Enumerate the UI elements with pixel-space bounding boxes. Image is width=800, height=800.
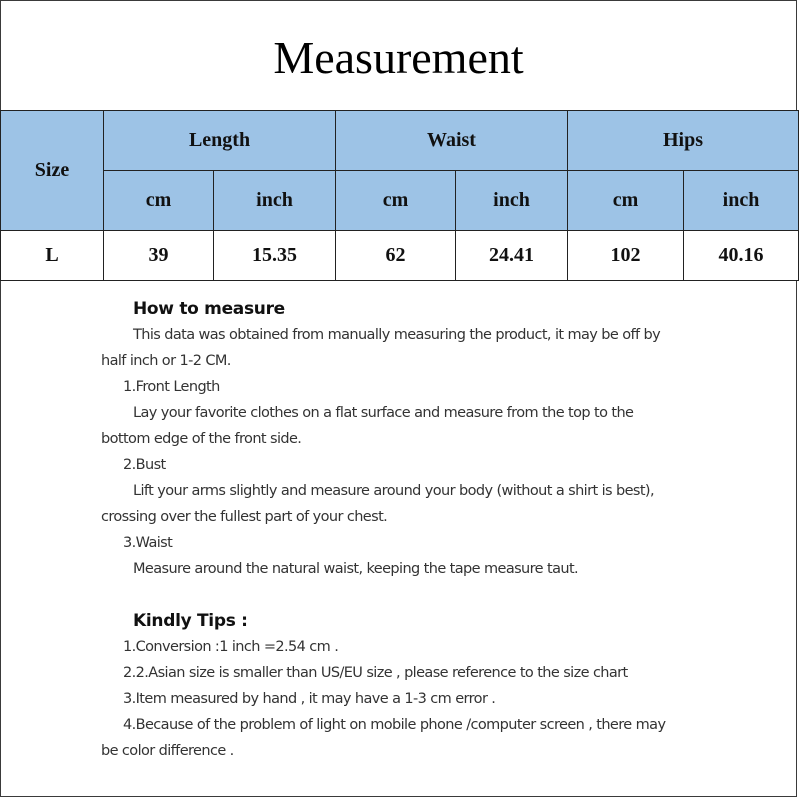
how-to-measure-heading: How to measure bbox=[133, 299, 285, 319]
tip-2: 2.2.Asian size is smaller than US/EU size , please reference to the size chart bbox=[123, 665, 628, 681]
kindly-tips-heading: Kindly Tips : bbox=[133, 611, 248, 631]
length-inch-cell: 15.35 bbox=[214, 231, 336, 281]
hips-inch-header: inch bbox=[684, 171, 799, 231]
size-cell: L bbox=[1, 231, 104, 281]
measurement-notes bbox=[101, 296, 721, 764]
page-title: Measurement bbox=[273, 31, 524, 83]
size-table bbox=[0, 110, 799, 281]
waist-text-line1: Measure around the natural waist, keeping the tape measure taut. bbox=[133, 561, 579, 577]
table-header-row-units bbox=[1, 171, 799, 231]
waist-inch-header: inch bbox=[456, 171, 568, 231]
front-length-text-line2: bottom edge of the front side. bbox=[101, 431, 302, 447]
hips-cm-header: cm bbox=[568, 171, 684, 231]
table-row bbox=[1, 231, 799, 281]
length-header: Length bbox=[104, 111, 336, 171]
waist-inch-cell: 24.41 bbox=[456, 231, 568, 281]
bust-text-line1: Lift your arms slightly and measure around your body (without a shirt is best), bbox=[133, 483, 654, 499]
tip-4: 4.Because of the problem of light on mobile phone /computer screen , there may bbox=[123, 717, 666, 733]
length-cm-header: cm bbox=[104, 171, 214, 231]
waist-title: 3.Waist bbox=[123, 535, 173, 551]
length-inch-header: inch bbox=[214, 171, 336, 231]
waist-cm-header: cm bbox=[336, 171, 456, 231]
intro-text-line2: half inch or 1-2 CM. bbox=[101, 353, 231, 369]
tip-4-wrap: be color difference . bbox=[101, 743, 234, 759]
hips-header: Hips bbox=[568, 111, 799, 171]
table-header-row-groups bbox=[1, 111, 799, 171]
bust-title: 2.Bust bbox=[123, 457, 166, 473]
size-header: Size bbox=[1, 111, 104, 231]
waist-header: Waist bbox=[336, 111, 568, 171]
tip-1: 1.Conversion :1 inch =2.54 cm . bbox=[123, 639, 339, 655]
front-length-text-line1: Lay your favorite clothes on a flat surface and measure from the top to the bbox=[133, 405, 634, 421]
front-length-title: 1.Front Length bbox=[123, 379, 220, 395]
intro-text-line1: This data was obtained from manually measuring the product, it may be off by bbox=[133, 327, 661, 343]
hips-inch-cell: 40.16 bbox=[684, 231, 799, 281]
waist-cm-cell: 62 bbox=[336, 231, 456, 281]
bust-text-line2: crossing over the fullest part of your chest. bbox=[101, 509, 388, 525]
hips-cm-cell: 102 bbox=[568, 231, 684, 281]
length-cm-cell: 39 bbox=[104, 231, 214, 281]
section-spacer bbox=[101, 582, 721, 608]
tip-3: 3.Item measured by hand , it may have a 1-3 cm error . bbox=[123, 691, 496, 707]
